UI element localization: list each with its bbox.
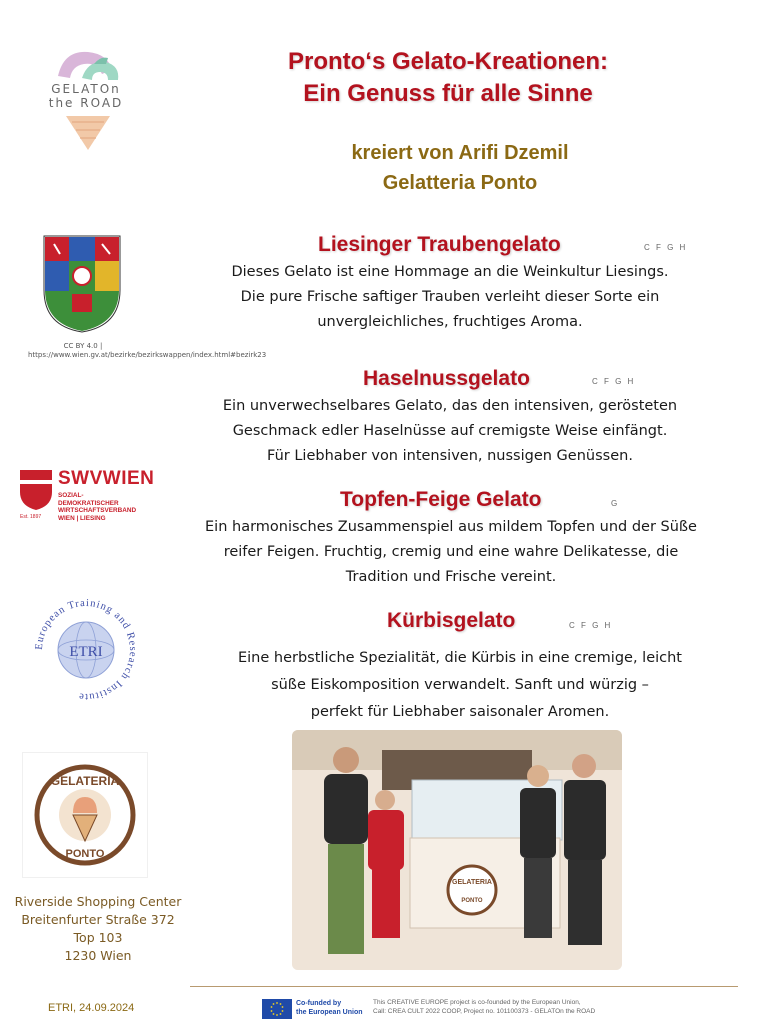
footer-divider [190, 986, 738, 987]
section-description: Ein harmonisches Zusammenspiel aus mildem Topfen und der Süße reifer Feigen. Fruchtig, cremig und eine wahre Delikatesse, die Tradition und Frische vereint. [205, 519, 697, 585]
swv-est: Est. 1897 [20, 514, 42, 520]
team-photo-illustration [292, 730, 622, 970]
section-description: Dieses Gelato ist eine Hommage an die Weinkultur Liesings. Die pure Frische saftiger Trauben verleiht dieser Sorte ein unvergleichliches, fruchtiges Aroma. [231, 264, 669, 330]
shop-line: Gelatteria Ponto [382, 172, 538, 194]
address-line: Top 103 [73, 930, 123, 945]
ponto-badge-icon [23, 753, 147, 877]
section-description: Ein unverwechselbares Gelato, das den intensiven, gerösteten Geschmack edler Haselnüsse auf cremigste Weise einfängt. Für Liebhaber von intensiven, nussigen Genüssen. [222, 398, 678, 464]
title-line-2: Ein Genuss für alle Sinne [303, 80, 593, 107]
creator-line: kreiert von Arifi Dzemil [351, 142, 569, 164]
allergen-tags: C F G H [569, 621, 613, 630]
title-line-1: Pronto‘s Gelato-Kreationen: [287, 48, 609, 75]
allergen-tags: C F G H [644, 243, 688, 252]
section-title: Liesinger Traubengelato [318, 233, 561, 256]
address-line: 1230 Wien [64, 948, 132, 963]
allergen-tags: G [611, 499, 620, 508]
section-description: Eine herbstliche Spezialität, die Kürbis in eine cremige, leicht süße Eiskomposition verwandelt. Sanft und würzig – perfekt für Liebhaber saisonaler Aromen. [237, 650, 682, 720]
address-line: Riverside Shopping Center [14, 894, 182, 909]
etri-logo [30, 594, 142, 706]
swv-name: SWVWIEN [58, 468, 155, 489]
eu-funding-note: This CREATIVE EUROPE project is co-founded by the European Union, Call: CREA CULT 2022 COOP, Project no. 101100373 - GELATOn the ROAD [373, 999, 596, 1015]
section-title: Topfen-Feige Gelato [340, 488, 542, 511]
swv-wien-logo [18, 468, 158, 524]
gelato-on-the-road-logo [36, 44, 136, 154]
section-title: Haselnussgelato [363, 367, 530, 390]
coat-of-arms-credit: CC BY 4.0 | https://www.wien.gv.at/bezirke/bezirkswappen/index.html#bezirk23 [28, 342, 267, 359]
swv-emblem-icon [18, 468, 54, 512]
gelato-logo-text: GELATOn the ROAD [48, 82, 124, 110]
etri-ring-icon [30, 594, 142, 706]
creator-block [260, 138, 660, 198]
svg-text:GELATERIA: GELATERIA [452, 879, 492, 886]
svg-text:PONTO: PONTO [461, 898, 483, 904]
footer-date: ETRI, 24.09.2024 [48, 1002, 135, 1014]
liesing-coat-of-arms [42, 234, 122, 334]
coat-of-arms-icon [42, 234, 122, 334]
swv-subtitle: SOZIAL- DEMOKRATISCHER WIRTSCHAFTSVERBAND WIEN | LIESING [58, 492, 137, 522]
address-block [8, 893, 188, 965]
svg-text:GELATERIA: GELATERIA [50, 774, 120, 788]
gelateria-ponto-logo [22, 752, 148, 878]
address-line: Breitenfurter Straße 372 [21, 912, 175, 927]
svg-text:PONTO: PONTO [65, 848, 105, 860]
team-photo [292, 730, 622, 970]
page-title [208, 46, 688, 110]
eu-cofunded-label: Co-funded by the European Union [296, 1000, 363, 1016]
svg-text:European Training and Research: European Training and Research Institute [33, 597, 139, 703]
eu-stars-icon [262, 999, 292, 1019]
section-title: Kürbisgelato [387, 609, 516, 632]
allergen-tags: C F G H [592, 377, 636, 386]
eu-flag-icon [262, 999, 292, 1019]
svg-text:ETRI: ETRI [69, 644, 103, 660]
